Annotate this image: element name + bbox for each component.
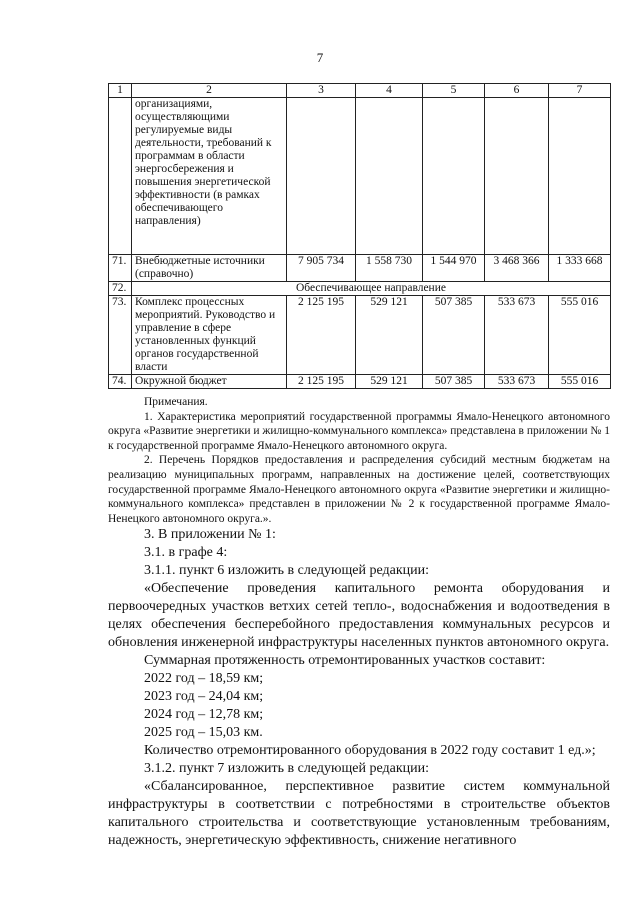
header-cell: 6 — [485, 84, 549, 98]
value-cell: 555 016 — [549, 296, 611, 375]
notes-block — [108, 395, 610, 526]
paragraph: «Сбалансированное, перспективное развитие систем коммунальной инфраструктуры в соответствии с потребностями в строительстве объектов капитального строительства и соответствующие установленным требованиям, надежность, энергетическую эффективность, снижение негативного — [108, 779, 610, 848]
row-number: 74. — [109, 375, 132, 389]
header-cell: 4 — [356, 84, 423, 98]
row-text: Внебюджетные источники (справочно) — [132, 255, 287, 282]
value-cell: 2 125 195 — [287, 375, 356, 389]
paragraph: Суммарная протяженность отремонтированных участков составит: — [144, 653, 546, 668]
paragraph: 3.1.2. пункт 7 изложить в следующей редакции: — [144, 761, 429, 776]
value-cell: 533 673 — [485, 296, 549, 375]
section-heading-cell: Обеспечивающее направление — [132, 282, 611, 296]
paragraph: 2023 год – 24,04 км; — [144, 689, 264, 704]
table-row — [109, 375, 611, 389]
header-cell: 2 — [132, 84, 287, 98]
value-cell: 1 333 668 — [549, 255, 611, 282]
page-number: 7 — [316, 50, 324, 65]
paragraph: 3.1. в графе 4: — [144, 545, 228, 560]
note-2: 2. Перечень Порядков предоставления и распределения субсидий местным бюджетам на реализацию муниципальных программ, направленных на достижение целей, соответствующих государственной программе Ямало-Ненецкого автономного округа «Развитие энергетики и жилищно-коммунального комплекса» представлен в приложении № 2 к государственной программе Ямало-Ненецкого автономного округа.». — [108, 454, 610, 525]
value-cell: 2 125 195 — [287, 296, 356, 375]
paragraph: 3. В приложении № 1: — [144, 527, 276, 542]
paragraph: 2024 год – 12,78 км; — [144, 707, 264, 722]
header-cell: 7 — [549, 84, 611, 98]
row-text: Окружной бюджет — [132, 375, 287, 389]
document-body — [108, 526, 610, 850]
header-cell: 1 — [109, 84, 132, 98]
paragraph: 2025 год – 15,03 км. — [144, 725, 263, 740]
program-table — [108, 83, 611, 389]
row-text: организациями, осуществляющими регулируемые виды деятельности, требований к программам в области энергосбережения и повышения энергетической эффективности (в рамках обеспечивающего направления) — [132, 98, 287, 255]
row-number: 73. — [109, 296, 132, 375]
header-cell: 3 — [287, 84, 356, 98]
row-text: Комплекс процессных мероприятий. Руководство и управление в сфере установленных функций органов государственной власти — [132, 296, 287, 375]
table-row — [109, 98, 611, 255]
table-header-row — [109, 84, 611, 98]
value-cell: 529 121 — [356, 375, 423, 389]
note-1: 1. Характеристика мероприятий государственной программы Ямало-Ненецкого автономного округа «Развитие энергетики и жилищно-коммунального комплекса» представлена в приложении № 1 к государственной программе Ямало-Ненецкого автономного округа. — [108, 410, 610, 452]
table-row — [109, 296, 611, 375]
value-cell: 7 905 734 — [287, 255, 356, 282]
row-number: 72. — [109, 282, 132, 296]
paragraph: Количество отремонтированного оборудования в 2022 году составит 1 ед.»; — [144, 743, 596, 758]
value-cell: 1 544 970 — [423, 255, 485, 282]
value-cell: 529 121 — [356, 296, 423, 375]
notes-title: Примечания. — [144, 396, 208, 408]
paragraph: 3.1.1. пункт 6 изложить в следующей редакции: — [144, 563, 429, 578]
paragraph: «Обеспечение проведения капитального ремонта оборудования и первоочередных участков ветхих сетей тепло-, водоснабжения и водоотведения в целях обеспечения бесперебойного предоставления коммунальных ресурсов и обновления инженерной инфраструктуры населенных пунктов автономного округа. — [108, 581, 610, 650]
value-cell: 507 385 — [423, 375, 485, 389]
value-cell: 507 385 — [423, 296, 485, 375]
value-cell: 555 016 — [549, 375, 611, 389]
row-number: 71. — [109, 255, 132, 282]
value-cell: 1 558 730 — [356, 255, 423, 282]
table-row — [109, 255, 611, 282]
value-cell: 533 673 — [485, 375, 549, 389]
row-number — [109, 98, 132, 255]
value-cell: 3 468 366 — [485, 255, 549, 282]
paragraph: 2022 год – 18,59 км; — [144, 671, 264, 686]
header-cell: 5 — [423, 84, 485, 98]
table-row — [109, 282, 611, 296]
